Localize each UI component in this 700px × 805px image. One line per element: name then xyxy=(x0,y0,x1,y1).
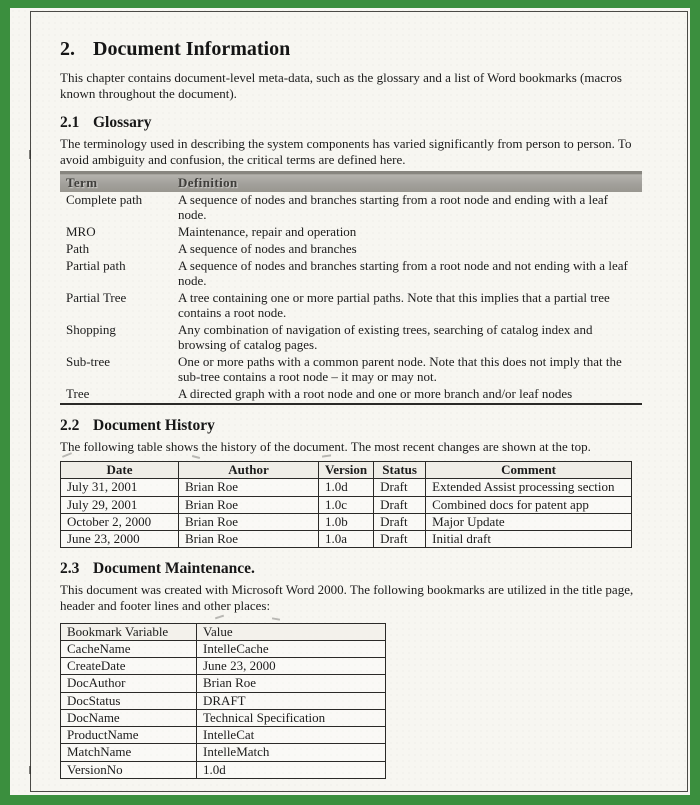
chapter-intro: This chapter contains document-level meta-data, such as the glossary and a list of Word bookmarks (macros known throughout the document). xyxy=(60,70,622,101)
table-cell: CacheName xyxy=(61,640,197,657)
table-cell: June 23, 2000 xyxy=(61,531,179,548)
section-number: 2.1 xyxy=(60,114,80,132)
table-cell: Extended Assist processing section xyxy=(426,479,632,496)
history-table-header xyxy=(61,462,632,479)
table-cell: Combined docs for patent app xyxy=(426,496,632,513)
table-row xyxy=(61,675,386,692)
table-cell: Brian Roe xyxy=(179,513,319,530)
table-cell: Tree xyxy=(66,385,90,401)
table-cell: Draft xyxy=(374,479,426,496)
table-cell: Major Update xyxy=(426,513,632,530)
bookmarks-table-header xyxy=(61,623,386,640)
chapter-title: Document Information xyxy=(93,38,291,60)
table-cell: One or more paths with a common parent node. Note that this does not imply that the sub-tree contains a root node – it may or may not. xyxy=(178,353,622,384)
table-cell: IntelleCat xyxy=(197,727,386,744)
column-header: Author xyxy=(179,462,319,479)
table-cell: Path xyxy=(66,241,90,257)
table-row xyxy=(61,513,632,530)
table-cell: Any combination of navigation of existing trees, searching of catalog index and browsing of catalog pages. xyxy=(178,321,593,352)
table-cell: DocAuthor xyxy=(61,675,197,692)
column-header: Definition xyxy=(172,173,642,193)
glossary-intro: The terminology used in describing the system components has varied significantly from person to person. To avoid ambiguity and confusion, the critical terms are defined here. xyxy=(60,136,632,167)
section-number: 2.3 xyxy=(60,560,80,578)
table-cell: MatchName xyxy=(61,744,197,761)
chapter-heading xyxy=(60,38,642,61)
section-number: 2.2 xyxy=(60,416,80,434)
table-cell: Sub-tree xyxy=(66,353,111,369)
maintenance-intro: This document was created with Microsoft Word 2000. The following bookmarks are utilized in the title page, header and footer lines and other places: xyxy=(60,582,634,613)
table-cell: Technical Specification xyxy=(197,709,386,726)
column-header: Bookmark Variable xyxy=(61,623,197,640)
table-row xyxy=(60,224,642,241)
table-row xyxy=(61,658,386,675)
table-row xyxy=(60,241,642,258)
table-cell: A tree containing one or more partial paths. Note that this implies that a partial tree contains a root node. xyxy=(178,290,610,320)
table-row xyxy=(61,531,632,548)
document-history-table xyxy=(60,461,632,548)
section-glossary-heading xyxy=(60,114,642,132)
table-cell: DRAFT xyxy=(197,692,386,709)
table-cell: Draft xyxy=(374,513,426,530)
table-row xyxy=(60,386,642,404)
column-header: Term xyxy=(60,173,172,193)
column-header: Date xyxy=(61,462,179,479)
table-cell: Shopping xyxy=(66,321,116,337)
table-row xyxy=(61,479,632,496)
section-title: Document History xyxy=(93,416,215,434)
column-header: Value xyxy=(197,623,386,640)
table-cell: Brian Roe xyxy=(197,675,386,692)
table-cell: 1.0c xyxy=(319,496,374,513)
bookmarks-table-body xyxy=(61,640,386,778)
table-row xyxy=(61,727,386,744)
table-cell: A sequence of nodes and branches starting from a root node and ending with a leaf node. xyxy=(178,192,608,223)
table-cell: DocStatus xyxy=(61,692,197,709)
table-cell: Initial draft xyxy=(426,531,632,548)
table-row xyxy=(60,322,642,354)
section-title: Glossary xyxy=(93,114,152,132)
table-cell: Brian Roe xyxy=(179,531,319,548)
table-cell: Draft xyxy=(374,496,426,513)
table-cell: DocName xyxy=(61,709,197,726)
section-maintenance-heading xyxy=(60,560,642,578)
section-title: Document Maintenance. xyxy=(93,560,255,578)
history-intro: The following table shows the history of the document. The most recent changes are shown at the top. xyxy=(60,438,591,454)
table-cell: A sequence of nodes and branches xyxy=(178,241,357,257)
table-cell: October 2, 2000 xyxy=(61,513,179,530)
column-header: Status xyxy=(374,462,426,479)
table-row xyxy=(61,744,386,761)
column-header: Version xyxy=(319,462,374,479)
table-cell: 1.0a xyxy=(319,531,374,548)
column-header: Comment xyxy=(426,462,632,479)
table-row xyxy=(60,192,642,224)
table-row xyxy=(61,761,386,778)
table-cell: July 29, 2001 xyxy=(61,496,179,513)
glossary-table-body xyxy=(60,192,642,403)
table-row xyxy=(60,258,642,290)
table-cell: CreateDate xyxy=(61,658,197,675)
bookmarks-table xyxy=(60,623,386,779)
table-cell: July 31, 2001 xyxy=(61,479,179,496)
table-cell: IntelleMatch xyxy=(197,744,386,761)
table-cell: Partial Tree xyxy=(66,290,127,305)
table-row xyxy=(61,496,632,513)
table-cell: 1.0d xyxy=(197,761,386,778)
table-row xyxy=(61,709,386,726)
section-history-heading xyxy=(60,417,642,435)
table-cell: Brian Roe xyxy=(179,496,319,513)
chapter-number: 2. xyxy=(60,38,75,60)
table-cell: A directed graph with a root node and one or more branch and/or leaf nodes xyxy=(178,385,573,401)
table-row xyxy=(60,290,642,322)
table-cell: MRO xyxy=(66,224,96,240)
table-cell: 1.0b xyxy=(319,513,374,530)
table-cell: IntelleCache xyxy=(197,640,386,657)
scan-artifact xyxy=(29,766,31,774)
table-row xyxy=(61,640,386,657)
table-cell: June 23, 2000 xyxy=(197,658,386,675)
history-table-body xyxy=(61,479,632,548)
glossary-table xyxy=(60,171,642,404)
document-content xyxy=(60,30,642,779)
table-cell: ProductName xyxy=(61,727,197,744)
table-row xyxy=(61,692,386,709)
table-cell: Complete path xyxy=(66,192,143,208)
table-cell: VersionNo xyxy=(61,761,197,778)
table-cell: A sequence of nodes and branches starting from a root node and not ending with a leaf node. xyxy=(178,258,628,289)
table-cell: Partial path xyxy=(66,258,126,274)
scanned-document-page xyxy=(10,8,690,795)
table-row xyxy=(60,354,642,386)
table-cell: Brian Roe xyxy=(179,479,319,496)
scan-artifact xyxy=(29,150,31,159)
table-cell: Draft xyxy=(374,531,426,548)
glossary-table-header xyxy=(60,173,642,193)
table-cell: Maintenance, repair and operation xyxy=(178,224,357,240)
table-cell: 1.0d xyxy=(319,479,374,496)
